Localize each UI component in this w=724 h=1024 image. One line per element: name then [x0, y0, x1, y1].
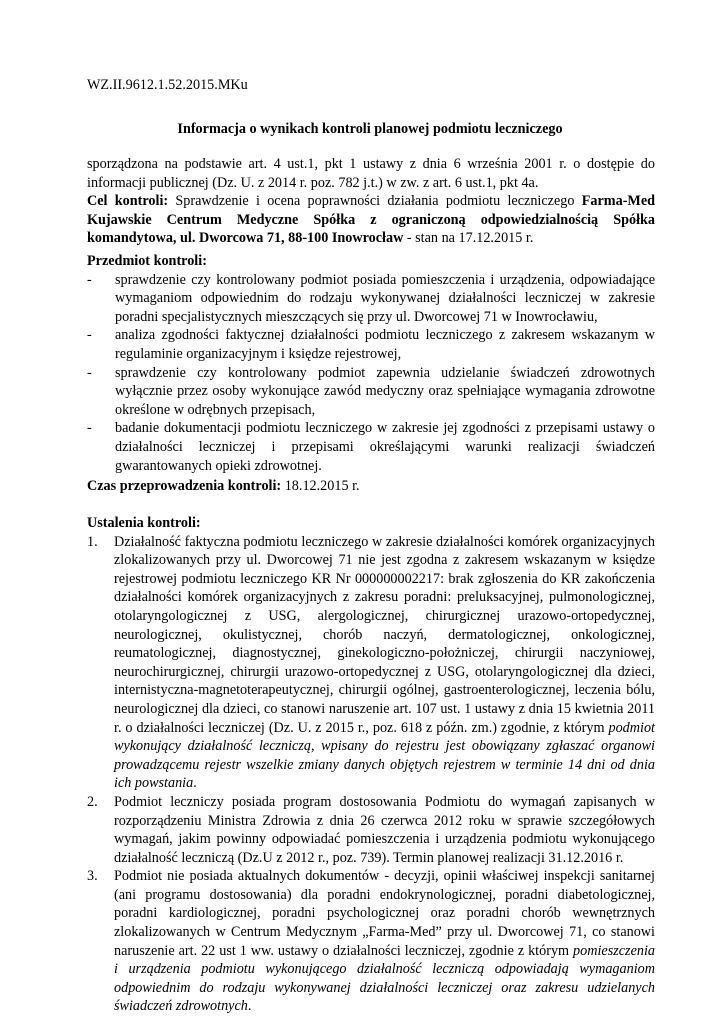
purpose-entity: Farma-Med Kujawskie Centrum Medyczne Spółka z ograniczoną odpowiedzialnością Spółka komandytowa, ul. Dworcowa 71, 88-100 Inowrocław: [87, 193, 656, 247]
scope-list: [87, 271, 655, 476]
scope-item-text: badanie dokumentacji podmiotu leczniczego w zakresie jej zgodności z przepisami ustawy o działalności leczniczej i przepisami określającymi warunki realizacji świadczeń gwarantowanych opieki zdrowotnej.: [115, 420, 655, 474]
list-item: [87, 533, 655, 793]
bullet-mark: -: [87, 364, 92, 381]
scope-item-text: sprawdzenie czy kontrolowany podmiot posiada pomieszczenia i urządzenia, odpowiadające wymaganiom odpowiednim do rodzaju wykonywanej działalności leczniczej w zakresie poradni specjalistycznych mieszczących się przy ul. Dworcowej 71 w Inowrocławiu,: [115, 271, 655, 325]
purpose-paragraph: [87, 192, 655, 248]
list-item: [87, 326, 655, 363]
document-title: Informacja o wynikach kontroli planowej podmiotu leczniczego: [177, 121, 563, 137]
findings-heading: Ustalenia kontroli:: [87, 515, 201, 531]
finding-quote: pomieszczenia i urządzenia podmiotu wykonującego działalność leczniczą odpowiadają wymaganiom odpowiednim do rodzaju wykonywanej działalności leczniczej oraz zakresu udzielanych świadczeń zdrowotnych: [114, 942, 655, 1015]
finding-text: Podmiot nie posiada aktualnych dokumentów - decyzji, opinii właściwej inspekcji sanitarnej (ani programu dostosowania) dla poradni endokrynologicznej, poradni diabetologicznej, poradni kardiologicznej, poradni psychologicznej oraz poradni chorób wewnętrznych zlokalizowanych w Centrum Medycznym „Farma-Med” przy ul. Dworcowej 71, co stanowi naruszenie art. 22 ust 1 ww. ustawy o działalności leczniczej, zgodnie z którym: [114, 868, 655, 959]
list-item: [87, 364, 655, 420]
finding-tail: .: [247, 998, 252, 1015]
scope-item-text: sprawdzenie czy kontrolowany podmiot zapewnia udzielanie świadczeń zdrowotnych wyłącznie przez osoby wykonujące zawód medyczny oraz spełniające wymagania zdrowotne określone w odrębnych przepisach,: [115, 364, 655, 418]
scope-section: [87, 252, 655, 475]
bullet-mark: -: [87, 327, 92, 344]
purpose-label: Cel kontroli:: [87, 193, 169, 209]
findings-section: [87, 514, 655, 1016]
item-number: 1.: [87, 533, 98, 550]
duration-label: Czas przeprowadzenia kontroli:: [87, 478, 282, 494]
bullet-mark: -: [87, 420, 92, 437]
duration-paragraph: [87, 477, 655, 496]
bullet-mark: -: [87, 271, 92, 288]
intro-text: sporządzona na podstawie art. 4 ust.1, pkt 1 ustawy z dnia 6 września 2001 r. o dostępie do informacji publicznej (Dz. U. z 2014 r. poz. 782 j.t.) w zw. z art. 6 ust.1, pkt 4a.: [87, 156, 655, 191]
findings-list: [87, 533, 655, 1016]
purpose-suffix: - stan na 17.12.2015 r.: [403, 230, 534, 247]
scope-heading: Przedmiot kontroli:: [87, 253, 207, 269]
reference-number: WZ.II.9612.1.52.2015.MKu: [87, 77, 248, 93]
finding-text: Podmiot leczniczy posiada program dostosowania Podmiotu do wymagań zapisanych w rozporządzeniu Ministra Zdrowia z dnia 26 czerwca 2012 roku w sprawie szczegółowych wymagań, jakim powinny odpowiadać pomieszczenia i urządzenia podmiotu wykonującego działalność leczniczą (Dz.U z 2012 r., poz. 739). Termin planowej realizacji 31.12.2016 r.: [114, 793, 655, 866]
intro-paragraph: [87, 155, 655, 192]
finding-text: Działalność faktyczna podmiotu leczniczego w zakresie działalności komórek organizacyjnych zlokalizowanych przy ul. Dworcowej 71 nie jest zgodna z zakresem wskazanym w księdze rejestrowej podmiotu leczniczego KR Nr 000000002217: brak zgłoszenia do KR zakończenia działalności komórek organizacyjnych z zakresu poradni: preluksacyjnej, pulmonologicznej, otolaryngologicznej z USG, alergologicznej, chirurgicznej urazowo-ortopedycznej, neurologicznej, okulistycznej, chorób naczyń, dermatologicznej, onkologicznej, reumatologicznej, diagnostycznej, ginekologiczno-położniczej, chirurgii naczyniowej, neurochirurgicznej, chirurgii urazowo-ortopedycznej z USG, otolaryngologicznej dla dzieci, internistyczna-magnetoterapeutycznej, chirurgii ogólnej, gastroenterologicznej, leczenia bólu, neurologicznej dla dzieci, co stanowi naruszenie art. 107 ust. 1 ustawy z dnia 15 kwietnia 2011 r. o działalności leczniczej (Dz. U. z 2015 r., poz. 618 z późn. zm.) zgodnie, z którym: [114, 533, 655, 736]
scope-item-text: analiza zgodności faktycznej działalności podmiotu leczniczego z zakresem wskazanym w regulaminie organizacyjnym i księdze rejestrowej,: [115, 327, 655, 362]
list-item: [87, 867, 655, 1016]
finding-quote: podmiot wykonujący działalność leczniczą, wpisany do rejestru jest obowiązany zgłaszać organowi prowadzącemu rejestr wszelkie zmiany danych objętych rejestrem w terminie 14 dni od dnia ich powstania: [114, 719, 655, 792]
list-item: [87, 271, 655, 327]
item-number: 3.: [87, 868, 98, 885]
finding-tail: .: [193, 775, 197, 792]
list-item: [87, 793, 655, 867]
item-number: 2.: [87, 793, 98, 810]
list-item: [87, 419, 655, 475]
duration-value: 18.12.2015 r.: [281, 478, 360, 494]
purpose-text: Sprawdzenie i ocena poprawności działania podmiotu leczniczego: [168, 193, 582, 209]
